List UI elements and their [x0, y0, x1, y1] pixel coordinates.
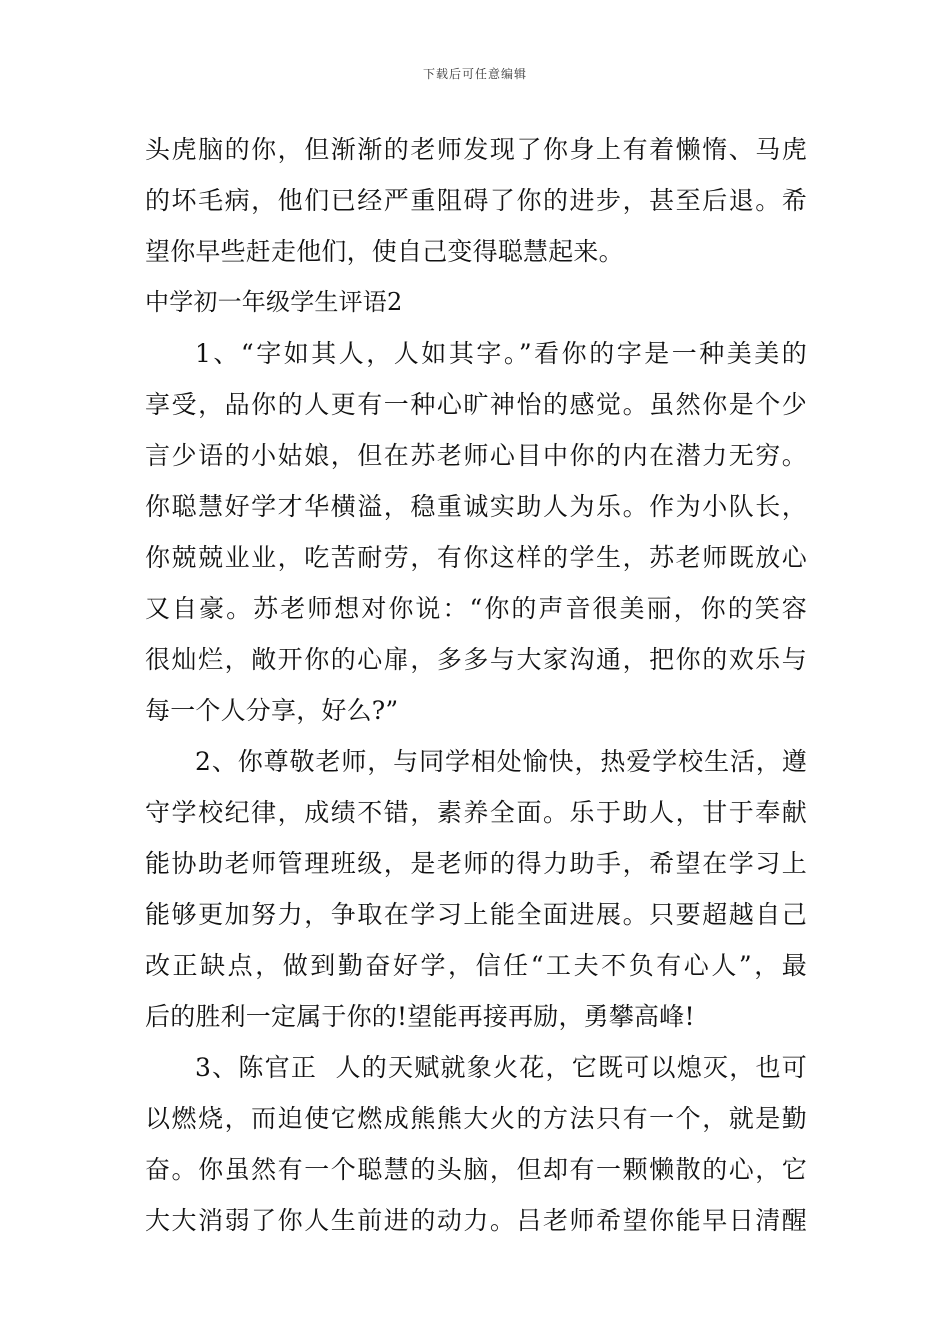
comment-paragraph-3 [145, 1042, 807, 1246]
paragraph-line: 大大消弱了你人生前进的动力。吕老师希望你能早日清醒 [145, 1206, 807, 1235]
paragraph-line: 1、“字如其人，人如其字。”看你的字是一种美美的 [195, 339, 807, 368]
paragraph-line: 的坏毛病，他们已经严重阻碍了你的进步，甚至后退。希 [145, 186, 807, 215]
paragraph-line: 你聪慧好学才华横溢，稳重诚实助人为乐。作为小队长， [145, 492, 807, 521]
paragraph-line: 以燃烧，而迫使它燃成熊熊大火的方法只有一个，就是勤 [145, 1104, 807, 1133]
paragraph-line: 言少语的小姑娘，但在苏老师心目中你的内在潜力无穷。 [145, 441, 807, 470]
paragraph-line: 享受，品你的人更有一种心旷神怡的感觉。虽然你是个少 [145, 390, 807, 419]
paragraph-line: 望你早些赶走他们，使自己变得聪慧起来。 [145, 237, 624, 266]
paragraph-line: 每一个人分享，好么?” [145, 696, 399, 725]
section-title: 中学初一年级学生评语2 [145, 288, 403, 316]
continuation-paragraph [145, 124, 807, 277]
paragraph-line: 能协助老师管理班级，是老师的得力助手，希望在学习上 [145, 849, 807, 878]
header-note: 下载后可任意编辑 [422, 67, 527, 81]
paragraph-line: 守学校纪律，成绩不错，素养全面。乐于助人，甘于奉献 [145, 798, 807, 827]
paragraph-line: 改正缺点，做到勤奋好学，信任“工夫不负有心人”，最 [145, 951, 807, 980]
paragraph-line: 很灿烂，敞开你的心扉，多多与大家沟通，把你的欢乐与 [145, 645, 807, 674]
paragraph-line: 又自豪。苏老师想对你说：“你的声音很美丽，你的笑容 [145, 594, 807, 623]
paragraph-line: 奋。你虽然有一个聪慧的头脑，但却有一颗懒散的心，它 [145, 1155, 807, 1184]
paragraph-line: 你兢兢业业，吃苦耐劳，有你这样的学生，苏老师既放心 [145, 543, 807, 572]
document-body [145, 124, 807, 1246]
paragraph-line: 2、你尊敬老师，与同学相处愉快，热爱学校生活，遵 [195, 747, 807, 776]
comment-paragraph-2 [145, 736, 807, 1042]
paragraph-line: 头虎脑的你，但渐渐的老师发现了你身上有着懒惰、马虎 [145, 135, 807, 164]
paragraph-line: 3、陈官正 人的天赋就象火花，它既可以熄灭，也可 [195, 1053, 807, 1082]
comment-paragraph-1 [145, 328, 807, 736]
paragraph-line: 能够更加努力，争取在学习上能全面进展。只要超越自己 [145, 900, 807, 929]
paragraph-line: 后的胜利一定属于你的!望能再接再励，勇攀高峰! [145, 1002, 695, 1031]
